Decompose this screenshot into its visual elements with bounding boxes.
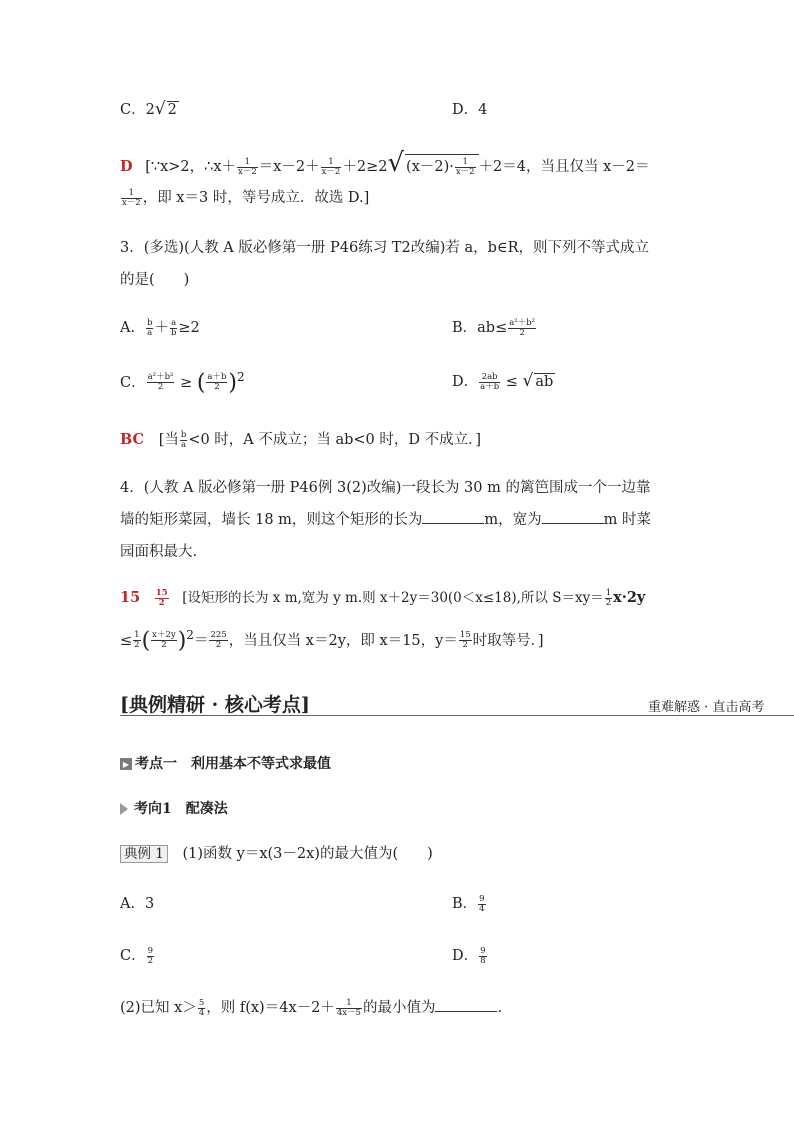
q4-solution-line-2: ≤ $\frac{1}{2}$ ( $\frac{x+2y}{2}$ )$^2$＝ $\frac{225}{2}$ ，当且仅当 x＝2y，即 x＝15，y＝ $\frac{15}{2}$ 时取等号．] [120,628,544,654]
example1-option-b: B． $\frac{9}{4}$ [452,893,485,914]
q3-option-a: A． $\frac{b}{a}$ ＋ $\frac{a}{b}$ ≥2 [120,317,200,338]
example1-answer-blank[interactable] [435,997,497,1012]
q2-solution-line-2: $\frac{1}{x-2}$ ，即 x＝3 时，等号成立．故选 D.] [122,187,370,208]
example-tag: 典例 1 [120,845,168,863]
q4-answer-length: 15 [120,589,141,606]
q2-answer: D [120,158,133,175]
section-right-label: 重难解惑 · 直击高考 [648,700,765,715]
q2-option-d: D．4 [452,102,488,118]
q4-blank-length[interactable] [422,509,484,524]
example1-option-c: C． $\frac{9}{2}$ [120,945,154,966]
q4-solution-line-1: 15 $\frac{15}{2}$ [设矩形的长为 x m,宽为 y m.则 x＋2y＝30(0＜x≤18),所以 S＝xy＝ $\frac{1}{2}$ x·2y [120,587,646,608]
play-icon: ▶ [120,758,132,770]
q3-answer-line: BC [当 $\frac{b}{a}$ <0 时，A 不成立；当 ab<0 时，D 不成立．] [120,429,482,450]
kaodian-heading: ▶ 考点一 利用基本不等式求最值 [120,753,331,773]
q4-stem-line-1: 4．(人教 A 版必修第一册 P46例 3(2)改编)一段长为 30 m 的篱笆围成一个一边靠 [120,480,651,496]
q3-option-c: C． $\frac{\text{a²＋b²}}{2}$ ≥ ( $\frac{a+b}{2}$ )$^2$ [120,370,245,396]
section-title: [典例精研 · 核心考点] [120,694,310,716]
q4-stem-line-2: 墙的矩形菜园，墙长 18 m，则这个矩形的长为 m，宽为 m 时菜 [120,508,651,529]
q2-option-c: C．2√ 2 [120,99,177,119]
example1-option-d: D． $\frac{9}{8}$ [452,945,486,966]
section-divider [120,715,794,716]
triangle-icon [120,803,128,815]
example1-question: 典例 1 (1)函数 y＝x(3－2x)的最大值为( ) [120,842,433,863]
example1-part2: (2)已知 x＞ $\frac{5}{4}$ ，则 f(x)＝4x－2＋ $\frac{1}{4x-5}$ 的最小值为 . [120,997,503,1018]
q2-solution-line-1: D [∵x>2，∴x＋ $\frac{1}{x-2}$ ＝x－2＋ $\frac{1}{x-2}$ ＋2≥2√ (x－2)· $\frac{1}{x-2}$ ＋2＝4，当且仅当 x－2＝ [120,148,650,178]
q3-stem-line-2: 的是( ) [120,272,190,288]
q4-stem-line-3: 园面积最大. [120,544,198,560]
kaoxiang-heading: 考向1 配凑法 [120,798,228,818]
q3-option-b: B．ab≤ $\frac{\text{a²＋b²}}{2}$ [452,317,536,338]
q3-stem-line-1: 3．(多选)(人教 A 版必修第一册 P46练习 T2改编)若 a，b∈R，则下列不等式成立 [120,240,650,256]
q4-blank-width[interactable] [542,509,604,524]
example1-option-a: A．3 [120,896,155,912]
q3-option-d: D． $\frac{2ab}{a+b}$ ≤ √ ab [452,371,554,392]
q3-answer: BC [120,431,145,448]
